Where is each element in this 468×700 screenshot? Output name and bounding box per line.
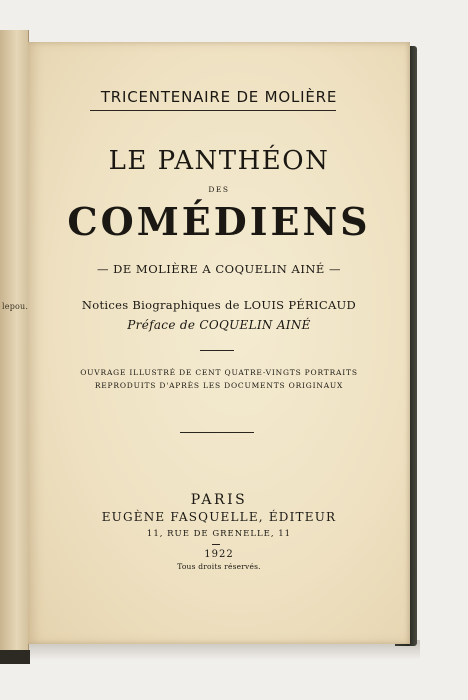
- imprint-city: PARIS: [190, 492, 248, 508]
- notices-line: [28, 298, 410, 312]
- rights-notice: Tous droits réservés.: [177, 562, 261, 571]
- year-divider: [212, 544, 220, 545]
- series-heading: TRICENTENAIRE DE MOLIÈRE: [100, 88, 338, 106]
- imprint-year: 1922: [204, 549, 234, 560]
- series-underline: [90, 110, 336, 111]
- left-cover-edge: [0, 650, 30, 664]
- subtitle: — DE MOLIÈRE A COQUELIN AINÉ —: [97, 262, 341, 276]
- middle-divider: [180, 432, 254, 433]
- imprint-address: 11, RUE DE GRENELLE, 11: [146, 529, 292, 539]
- title-connector: DES: [208, 185, 230, 194]
- left-page-text-fragment: lepou.: [2, 302, 29, 311]
- title-line-2: COMÉDIENS: [67, 199, 371, 244]
- short-divider: [200, 350, 234, 351]
- preface-line: [28, 318, 410, 332]
- preface-prefix: Préface de: [127, 318, 196, 332]
- illustration-note-line-2: REPRODUITS D'APRÈS LES DOCUMENTS ORIGINAUX: [94, 381, 344, 390]
- preface-author: COQUELIN AINÉ: [199, 318, 311, 332]
- illustration-note-line-1: OUVRAGE ILLUSTRÉ DE CENT QUATRE-VINGTS PORTRAITS: [80, 368, 358, 377]
- left-facing-page: [0, 30, 29, 662]
- title-line-1: LE PANTHÉON: [108, 146, 330, 176]
- notices-author: LOUIS PÉRICAUD: [243, 298, 357, 312]
- notices-prefix: Notices Biographiques de: [81, 298, 240, 312]
- imprint-publisher: EUGÈNE FASQUELLE, ÉDITEUR: [101, 510, 337, 524]
